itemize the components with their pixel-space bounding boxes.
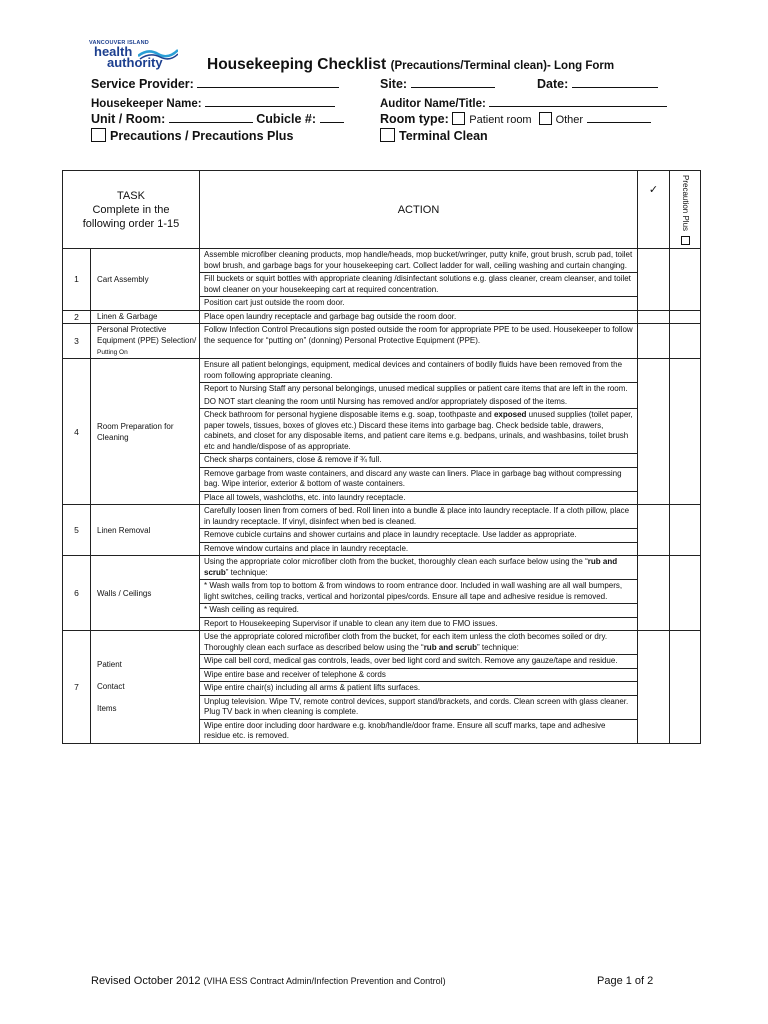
patient-room-checkbox[interactable] (452, 112, 465, 125)
action-item: Unplug television. Wipe TV, remote control devices, support stand/brackets, and cords. Clean screen with glass cleaner. Plug TV back in when cleaning is complete. (200, 696, 637, 720)
check-cell[interactable] (638, 556, 670, 631)
row-number: 1 (63, 249, 91, 311)
action-item: Follow Infection Control Precautions sign posted outside the room for appropriate PPE to be used. Housekeeper to follow the sequence for “putting on” (donning) Personal Protective Equipment (PPE). (204, 325, 633, 345)
action-item: Ensure all patient belongings, equipment, medical devices and containers of bodily fluids have been removed from the room following appropriate cleaning. (200, 359, 637, 383)
table-row (63, 249, 701, 311)
precautions-line (91, 128, 293, 143)
check-header: ✓ (638, 171, 670, 249)
service-provider-label: Service Provider: (91, 77, 194, 91)
site-label: Site: (380, 77, 408, 91)
unit-room-label: Unit / Room: (91, 112, 166, 126)
action-item: * Wash ceiling as required. (200, 604, 637, 618)
action-item: Use the appropriate colored microfiber cloth from the bucket, for each item unless the cloth becomes soiled or dry. Thoroughly clean each surface as described below using the “rub and scrub” technique: (200, 631, 637, 655)
precaution-cell[interactable] (670, 556, 701, 631)
service-provider-line (91, 76, 339, 91)
action-item: Check sharps containers, close & remove if ¾ full. (200, 454, 637, 468)
row-number: 2 (63, 310, 91, 324)
action-item: Wipe entire door including door hardware e.g. knob/handle/door frame. Ensure all scuff marks, tape and adhesive residue etc. is removed. (204, 720, 606, 741)
cubicle-field[interactable] (320, 111, 344, 123)
check-cell[interactable] (638, 324, 670, 359)
action-item: Remove garbage from waste containers, and discard any waste can liners. Place in garbage bag without compressing bag. Wipe interior, exterior & bottom of waste containers. (200, 468, 637, 492)
footer-revision (91, 975, 446, 987)
task-header-line-1: TASK (117, 189, 145, 202)
checklist-table (62, 170, 701, 744)
title-sub: (Precautions/Terminal clean) (390, 60, 547, 72)
row-task: Walls / Ceilings (91, 556, 200, 631)
auditor-label: Auditor Name/Title: (380, 98, 486, 110)
check-cell[interactable] (638, 631, 670, 744)
row-number: 6 (63, 556, 91, 631)
service-provider-field[interactable] (197, 76, 339, 88)
check-cell[interactable] (638, 359, 670, 505)
housekeeper-label: Housekeeper Name: (91, 98, 202, 110)
terminal-clean-line (380, 128, 488, 143)
date-field[interactable] (572, 76, 658, 88)
row-task (91, 631, 200, 744)
auditor-line (380, 95, 667, 110)
task-header-line-3: following order 1-15 (82, 217, 180, 230)
row-actions (200, 631, 638, 744)
other-label: Other (555, 114, 584, 126)
logo-word-authority: authority (107, 55, 163, 70)
logo-region-text: VANCOUVER ISLAND (89, 40, 149, 46)
row-task-line: Items (97, 703, 117, 713)
precaution-cell[interactable] (670, 505, 701, 556)
row-actions (200, 310, 638, 324)
row-task (91, 324, 200, 359)
table-row (63, 505, 701, 556)
action-item: Wipe call bell cord, medical gas controls, leads, over bed light cord and switch. Remove any gauze/tape and residue. (200, 655, 637, 669)
other-checkbox[interactable] (539, 112, 552, 125)
action-item: Fill buckets or squirt bottles with appropriate cleaning /disinfectant solutions e.g. glass cleaner, cream cleanser, and toilet bowl cleaner on your housekeeping cart at required concentration. (200, 273, 637, 297)
action-item: * Wash walls from top to bottom & from windows to room entrance door. Included in wall washing are all wall bumpers, light switches, ceiling tracks, vertical and horizontal pipes/cords. Ensure all tape and adhesive residue is removed. (200, 580, 637, 604)
row-task: Room Preparation for Cleaning (91, 359, 200, 505)
row-task-line: Contact (97, 681, 125, 691)
action-item: Assemble microfiber cleaning products, mop handle/heads, mop bucket/wringer, putty knife, grout brush, scrub pad, toilet bowl brush, and garbage bags for your housekeeping cart. Collect ladder for wall, ceiling washing and curtain changing. (200, 249, 637, 273)
action-item (200, 396, 637, 410)
task-header-line-2: Complete in the (92, 203, 170, 216)
table-row (63, 324, 701, 359)
row-actions (200, 324, 638, 359)
check-cell[interactable] (638, 310, 670, 324)
check-cell[interactable] (638, 249, 670, 311)
terminal-clean-label: Terminal Clean (399, 129, 488, 143)
action-item: Remove window curtains and place in laundry receptacle. (204, 543, 409, 553)
action-item: Wipe entire chair(s) including all arms & patient lifts surfaces. (200, 682, 637, 696)
precaution-plus-label: Precaution Plus (681, 175, 690, 232)
precaution-cell[interactable] (670, 631, 701, 744)
precaution-cell[interactable] (670, 324, 701, 359)
health-authority-logo (86, 40, 186, 74)
room-type-line (380, 111, 651, 126)
date-line (537, 76, 658, 91)
task-header (63, 171, 200, 249)
action-text-do-not: DO NOT start cleaning the room until Nursing has removed and/or appropriately disposed of the items. (204, 396, 568, 406)
logo-word-health: health (94, 44, 133, 59)
row-task: Cart Assembly (91, 249, 200, 311)
action-item: Place open laundry receptacle and garbage bag outside the room door. (204, 311, 457, 321)
footer-page-number: Page 1 of 2 (597, 975, 654, 987)
cubicle-label: Cubicle #: (256, 112, 317, 126)
table-row (63, 556, 701, 631)
table-row (63, 359, 701, 505)
site-field[interactable] (411, 76, 495, 88)
precaution-cell[interactable] (670, 359, 701, 505)
table-header-row (63, 171, 701, 249)
row-number: 5 (63, 505, 91, 556)
row-number: 7 (63, 631, 91, 744)
row-actions (200, 249, 638, 311)
logo-wave-icon (138, 46, 178, 60)
room-type-label: Room type: (380, 112, 449, 126)
action-item: Remove cubicle curtains and shower curtains and place in laundry receptacle. Use ladder as appropriate. (200, 529, 637, 543)
precaution-cell[interactable] (670, 249, 701, 311)
precautions-checkbox[interactable] (91, 128, 106, 142)
page-title (207, 56, 614, 74)
action-item: Wipe entire base and receiver of telephone & cords (200, 669, 637, 683)
unit-room-line (91, 111, 344, 126)
patient-room-label: Patient room (469, 114, 532, 126)
table-row (63, 310, 701, 324)
action-item: Using the appropriate color microfiber cloth from the bucket, thoroughly clean each surface below using the “rub and scrub” technique: (200, 556, 637, 580)
row-task: Linen Removal (91, 505, 200, 556)
title-suffix: - Long Form (547, 60, 615, 72)
table-row (63, 631, 701, 744)
action-item: Report to Housekeeping Supervisor if unable to clean any item due to FMO issues. (204, 618, 498, 628)
row-number: 4 (63, 359, 91, 505)
action-item: Check bathroom for personal hygiene disposable items e.g. soap, toothpaste and exposed unused supplies (toilet paper, paper towels, tissues, boxes of gloves etc.) Discard these items into garbage bag. Check bedside table, drawers, cabinets, and closet for any disposable items, and patient care items e.g. bedpans, urinals, and washbasins, toilet brush etc and handle/dispose of as appropriate. (200, 409, 637, 454)
precaution-plus-header (670, 171, 701, 249)
row-task-line: Patient (97, 659, 122, 669)
housekeeper-field[interactable] (205, 95, 335, 107)
footer-dept: (VIHA ESS Contract Admin/Infection Prevention and Control) (203, 976, 446, 986)
action-item (200, 383, 637, 396)
action-item: Carefully loosen linen from corners of bed. Roll linen into a bundle & place into laundry receptacle. If a cloth pillow, place in laundry receptacle. If vinyl, disinfect when bed is cleaned. (200, 505, 637, 529)
date-label: Date: (537, 77, 569, 91)
terminal-clean-checkbox[interactable] (380, 128, 395, 142)
precautions-label: Precautions / Precautions Plus (110, 129, 294, 143)
row-task-small: Putting On (97, 349, 128, 357)
housekeeper-line (91, 95, 335, 110)
other-field[interactable] (587, 111, 651, 123)
action-header: ACTION (200, 171, 638, 249)
row-number: 3 (63, 324, 91, 359)
action-item: Place all towels, washcloths, etc. into laundry receptacle. (204, 492, 406, 502)
row-actions (200, 359, 638, 505)
site-line (380, 76, 495, 91)
action-item: Position cart just outside the room door. (204, 298, 345, 308)
unit-room-field[interactable] (169, 111, 253, 123)
auditor-field[interactable] (489, 95, 667, 107)
row-task: Linen & Garbage (91, 310, 200, 324)
footer-revised: Revised October 2012 (91, 975, 201, 987)
check-cell[interactable] (638, 505, 670, 556)
precaution-cell[interactable] (670, 310, 701, 324)
row-actions (200, 556, 638, 631)
row-actions (200, 505, 638, 556)
title-main: Housekeeping Checklist (207, 56, 387, 73)
precaution-plus-checkbox[interactable] (681, 236, 690, 245)
row-task-text: Personal Protective Equipment (PPE) Selection/ (97, 325, 197, 346)
action-text: Report to Nursing Staff any personal belongings, unused medical supplies or patient care items that are left in the room. (204, 384, 628, 394)
